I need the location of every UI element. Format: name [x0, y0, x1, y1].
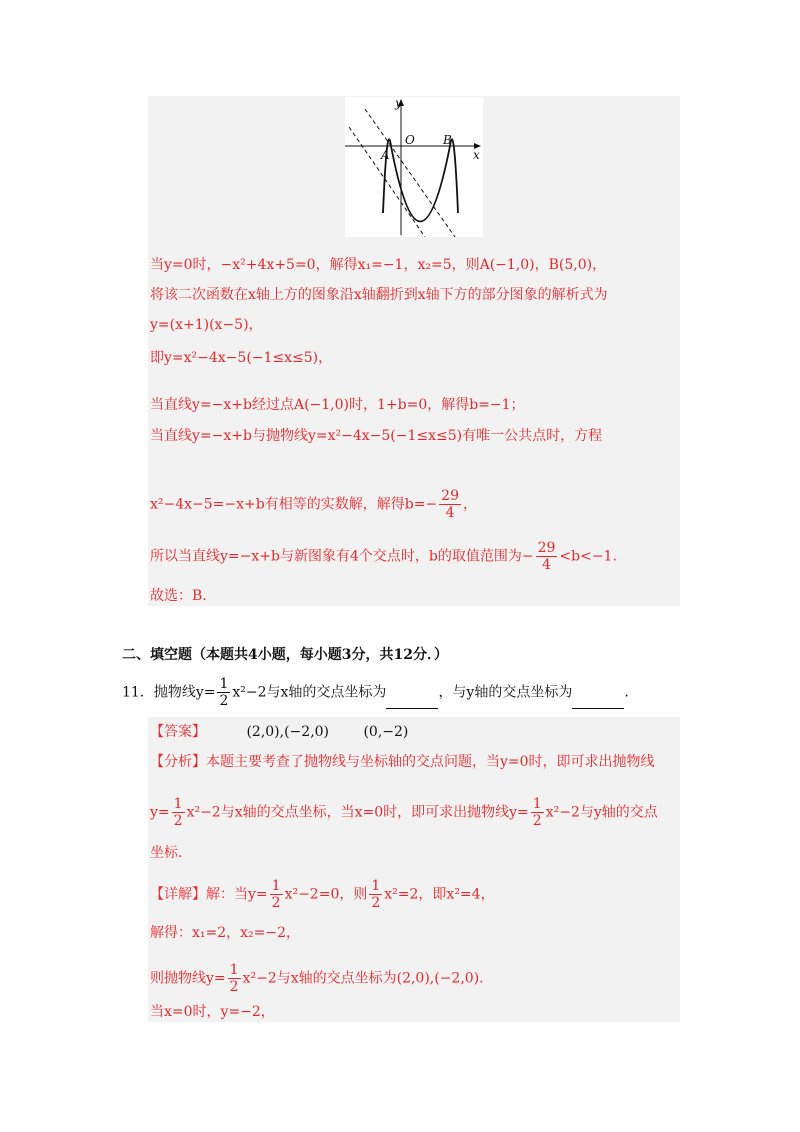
analysis-line-1: 【分析】本题主要考查了抛物线与坐标轴的交点问题，当y=0时，即可求出抛物线 — [150, 754, 655, 770]
answer-blank-2 — [572, 694, 624, 709]
solution-line-1: 当y=0时，−x²+4x+5=0，解得x₁=−1，x₂=5，则A(−1,0)，B(5,0)， — [150, 257, 607, 273]
fraction-29-4-range: $\frac{29}{4}$ — [537, 540, 556, 573]
analysis-line-2: y= $\frac{1}{2}$ x²−2与x轴的交点坐标，当x=0时，即可求出抛物线y= $\frac{1}{2}$ x²−2与y轴的交点 — [150, 796, 658, 829]
solution-line-7: x²−4x−5=−x+b有相等的实数解，解得b=− $\frac{29}{4}$ ， — [150, 488, 477, 521]
solution-line-8: 所以当直线y=−x+b与新图象有4个交点时，b的取值范围为− $\frac{29}{4}$ <b<−1. — [150, 540, 617, 573]
detail-line-4: 当x=0时，y=−2， — [150, 1004, 275, 1020]
answer-value-1: (2,0),(−2,0) — [246, 724, 330, 740]
analysis-line-3: 坐标. — [150, 845, 183, 861]
solution-line-2: 将该二次函数在x轴上方的图象沿x轴翻折到x轴下方的部分图象的解析式为 — [150, 287, 608, 303]
fraction-1-2: $\frac{1}{2}$ — [219, 676, 229, 709]
answer-value-2: (0,−2) — [363, 724, 409, 740]
solution-line-3: y=(x+1)(x−5)， — [150, 317, 263, 333]
axis-x-label: x — [473, 148, 480, 162]
origin-label: O — [405, 133, 415, 147]
question-11: 11．抛物线y= $\frac{1}{2}$ x²−2与x轴的交点坐标为 ，与y轴的交点坐标为 . — [122, 676, 629, 709]
detail-tag: 【详解】 — [150, 886, 206, 903]
parabola-graph — [345, 97, 483, 237]
axis-y-label: y — [395, 97, 402, 110]
point-a-label: A — [381, 148, 390, 162]
section-heading: 二、填空题（本题共4小题，每小题3分，共12分．） — [122, 647, 448, 663]
answer-tag: 【答案】 — [150, 724, 206, 740]
solution-line-5: 当直线y=−x+b经过点A(−1,0)时，1+b=0，解得b=−1； — [150, 397, 525, 413]
detail-line-3: 则抛物线y= $\frac{1}{2}$ x²−2与x轴的交点坐标为(2,0),(−2,0). — [150, 962, 484, 995]
analysis-tag: 【分析】 — [150, 754, 206, 770]
answer-blank-1 — [386, 694, 438, 709]
solution-line-6: 当直线y=−x+b与抛物线y=x²−4x−5(−1≤x≤5)有唯一公共点时，方程 — [150, 428, 603, 444]
solution-line-4: 即y=x²−4x−5(−1≤x≤5)， — [150, 350, 333, 366]
detail-line-1: 【详解】解：当y= $\frac{1}{2}$ x²−2=0，则 $\frac{1}{2}$ x²=2，即x²=4， — [150, 878, 495, 911]
detail-line-2: 解得：x₁=2，x₂=−2， — [150, 925, 301, 941]
point-b-label: B — [443, 133, 452, 147]
fraction-29-4: $\frac{29}{4}$ — [441, 488, 459, 521]
answer-line — [150, 722, 408, 742]
solution-line-9: 故选：B. — [150, 588, 207, 604]
